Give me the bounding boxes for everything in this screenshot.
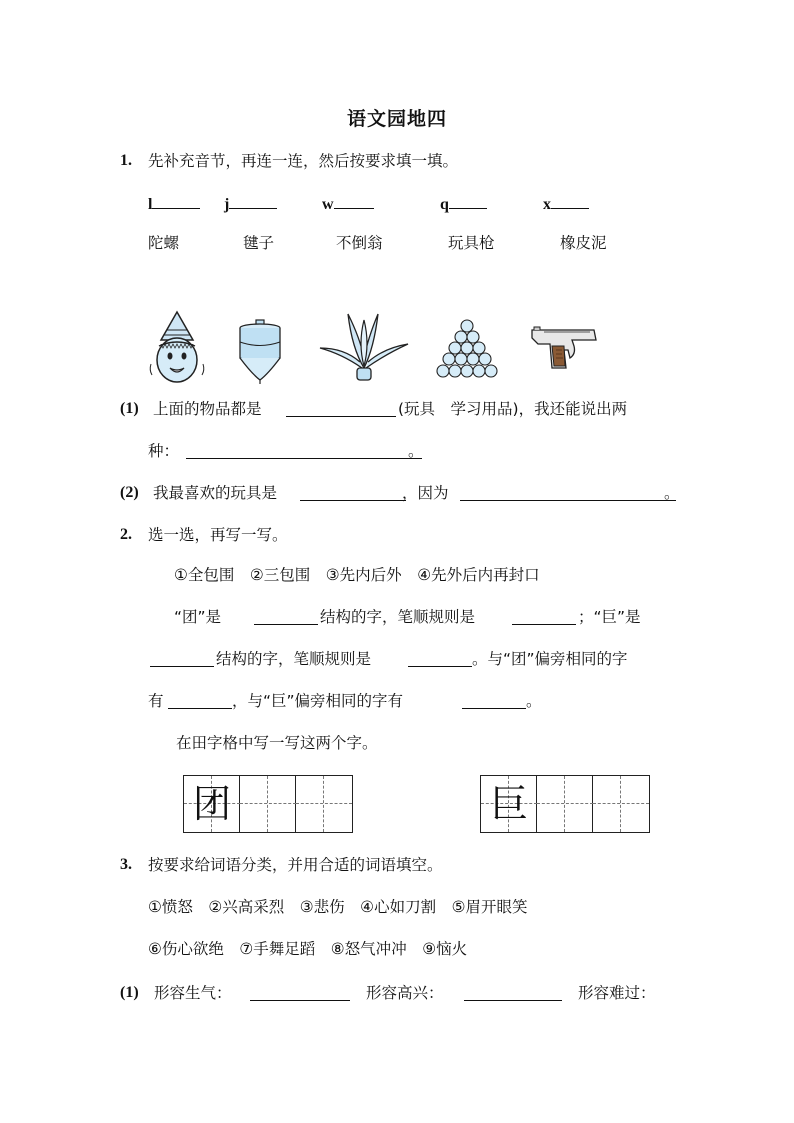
q1-sub1-answer-blank[interactable] — [186, 442, 422, 463]
q2-options: ①全包围 ②三包围 ③先内后外 ④先外后内再封口 — [174, 566, 540, 584]
ju-structure-blank[interactable] — [150, 650, 214, 671]
word-3: 不倒翁 — [336, 234, 383, 252]
tianzige-grid-tuan — [183, 775, 353, 833]
ju-stroke-blank[interactable] — [408, 650, 472, 671]
q3-label-sad: 形容难过： — [578, 984, 656, 1002]
q1-instruction: 先补充音节，再连一连，然后按要求填一填。 — [148, 152, 459, 170]
q3-instruction: 按要求给词语分类，并用合适的词语填空。 — [148, 856, 443, 874]
q1-sub1-number: (1) — [120, 400, 139, 417]
q3-label-angry: 形容生气： — [154, 984, 232, 1002]
tuan-structure-blank[interactable] — [254, 608, 318, 629]
grid-cell[interactable] — [240, 776, 296, 832]
q1-sub1-text-a: 上面的物品都是 — [153, 400, 262, 418]
q3-words-row2: ⑥伤心欲绝 ⑦手舞足蹈 ⑧怒气冲冲 ⑨恼火 — [148, 940, 468, 958]
shuttlecock-icon — [318, 308, 410, 384]
q2-line1-c: ；“巨”是 — [578, 608, 641, 626]
tumbler-doll-icon — [143, 308, 213, 386]
spinning-top-icon — [232, 318, 288, 384]
grid-cell[interactable] — [593, 776, 649, 832]
q1-number: 1. — [120, 152, 132, 169]
q3-words-row1: ①愤怒 ②兴高采烈 ③悲伤 ④心如刀割 ⑤眉开眼笑 — [148, 898, 528, 916]
q3-label-happy: 形容高兴： — [366, 984, 444, 1002]
q1-sub2-reason-blank[interactable] — [460, 484, 676, 505]
happy-words-blank[interactable] — [464, 984, 562, 1005]
q2-line2-a: 结构的字，笔顺规则是 — [216, 650, 372, 668]
word-1: 陀螺 — [148, 234, 180, 252]
pinyin-blank-4[interactable]: q — [440, 192, 487, 214]
q2-line3-b: ，与“巨”偏旁相同的字有 — [232, 692, 404, 710]
pinyin-blank-5[interactable]: x — [543, 192, 589, 214]
q2-number: 2. — [120, 526, 132, 543]
pinyin-blank-1[interactable]: l — [148, 192, 200, 214]
tuan-radical-blank[interactable] — [168, 692, 232, 713]
q2-line1-b: 结构的字，笔顺规则是 — [320, 608, 476, 626]
q2-line3-a: 有 — [148, 692, 164, 710]
q2-instruction: 选一选，再写一写。 — [148, 526, 288, 544]
q2-write-prompt: 在田字格中写一写这两个字。 — [176, 734, 378, 752]
angry-words-blank[interactable] — [250, 984, 350, 1005]
q1-sub2-number: (2) — [120, 484, 139, 501]
q1-sub1-text-c: 种： — [148, 442, 180, 460]
ju-radical-blank[interactable] — [462, 692, 526, 713]
q1-sub1-period: 。 — [408, 442, 424, 460]
word-5: 橡皮泥 — [560, 234, 607, 252]
grid-cell[interactable] — [296, 776, 352, 832]
tianzige-grid-ju — [480, 775, 650, 833]
q3-sub1-number: (1) — [120, 984, 139, 1001]
q1-sub2-toy-blank[interactable] — [300, 484, 406, 505]
grid-cell[interactable] — [537, 776, 593, 832]
q1-sub2-period: 。 — [664, 484, 680, 502]
pinyin-blank-2[interactable]: j — [224, 192, 277, 214]
q1-sub1-text-b: (玩具 学习用品)，我还能说出两 — [398, 400, 628, 418]
model-char-ju: 巨 — [489, 782, 528, 826]
q2-line2-b: 。与“团”偏旁相同的字 — [472, 650, 628, 668]
word-2: 毽子 — [243, 234, 275, 252]
clay-balls-icon — [436, 318, 498, 380]
q1-sub2-text-a: 我最喜欢的玩具是 — [153, 484, 278, 502]
q1-sub1-blank[interactable] — [286, 400, 396, 421]
q2-line3-c: 。 — [526, 692, 542, 710]
toy-gun-icon — [530, 324, 600, 372]
grid-cell-model — [481, 776, 537, 832]
word-4: 玩具枪 — [448, 234, 495, 252]
grid-cell-model — [184, 776, 240, 832]
q2-line1-a: “团”是 — [174, 608, 222, 626]
q1-sub2-text-b: ，因为 — [402, 484, 449, 502]
model-char-tuan: 团 — [192, 782, 231, 826]
pinyin-blank-3[interactable]: w — [322, 192, 374, 214]
q3-number: 3. — [120, 856, 132, 873]
page-title: 语文园地四 — [346, 108, 447, 130]
tuan-stroke-blank[interactable] — [512, 608, 576, 629]
